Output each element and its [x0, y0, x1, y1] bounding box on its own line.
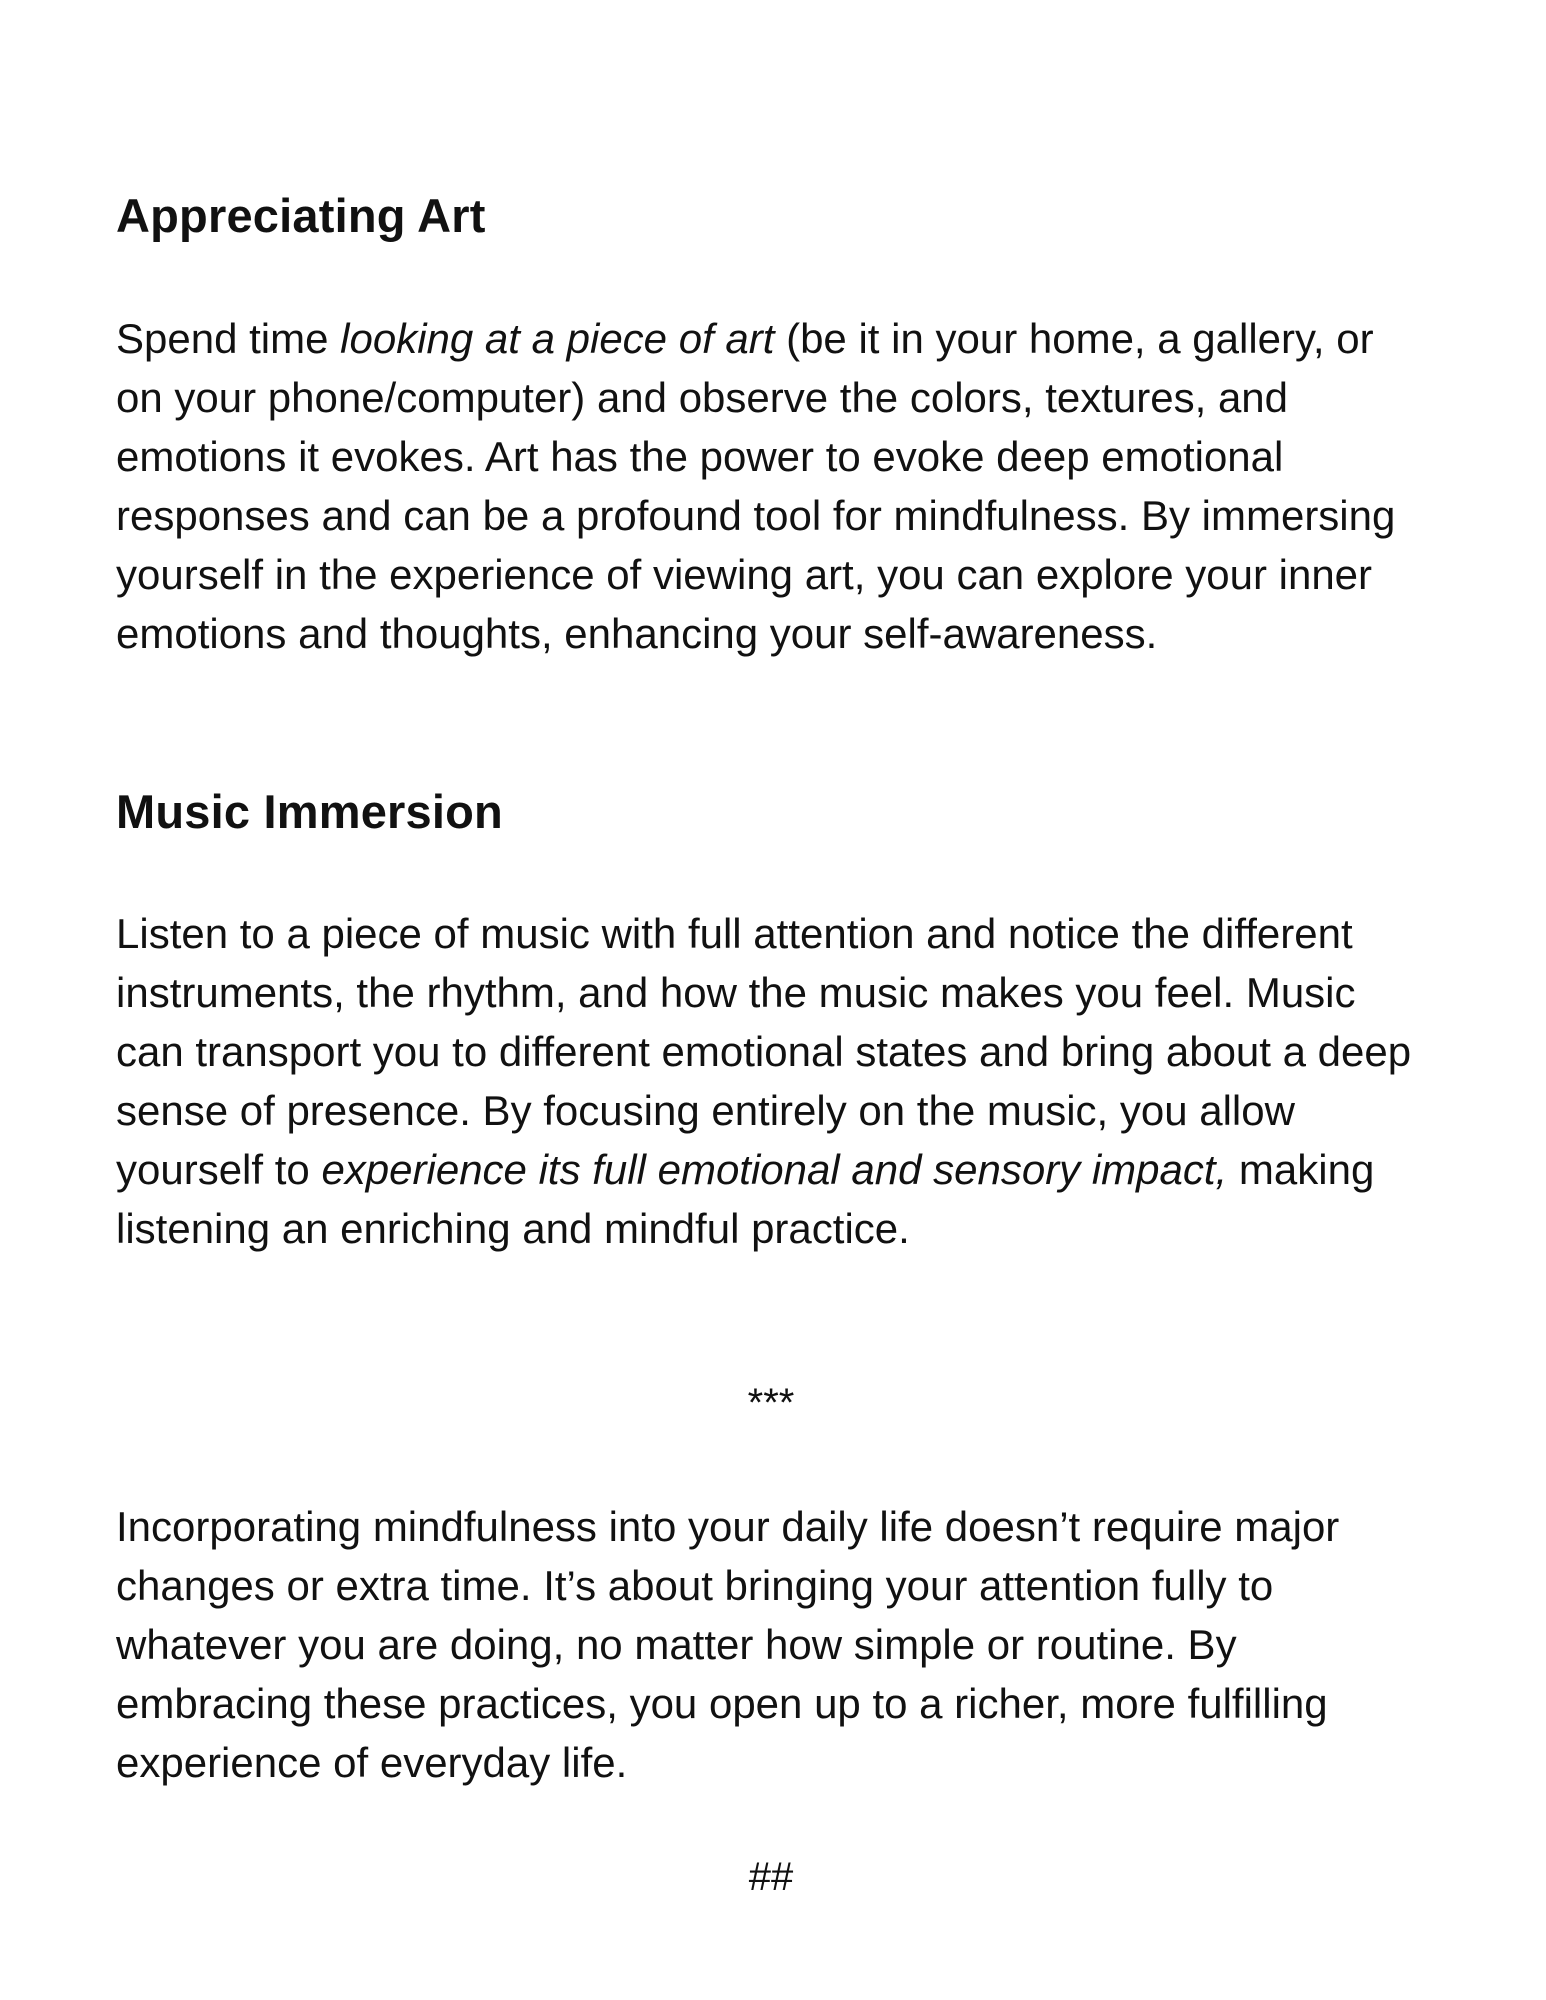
section-heading-music-immersion: Music Immersion: [116, 785, 503, 838]
paragraph-text: making listening an enriching and mindful practice.: [116, 1146, 1375, 1252]
section-divider: ***: [747, 1381, 795, 1425]
section-paragraph-music-immersion: [116, 904, 1426, 1258]
section-heading-appreciating-art: Appreciating Art: [116, 189, 486, 242]
paragraph-text: (be it in your home, a gallery, or on your phone/computer) and observe the colors, textures, and emotions it evokes. Art has the power to evoke deep emotional responses and can be a profound tool for mindfulness. By immersing yourself in the experience of viewing art, you can explore your inner emotions and thoughts, enhancing your self-awareness.: [116, 315, 1396, 657]
paragraph-text: Listen to a piece of music with full attention and notice the different instruments, the rhythm, and how the music makes you feel. Music can transport you to different emotional states and bring about a deep sense of presence. By focusing entirely on the music, you allow yourself to: [116, 910, 1412, 1193]
end-mark: ##: [748, 1855, 794, 1899]
paragraph-italic-text: looking at a piece of art: [340, 315, 775, 362]
paragraph-text: Spend time: [116, 315, 341, 362]
section-paragraph-appreciating-art: [116, 309, 1426, 663]
closing-paragraph: Incorporating mindfulness into your daily life doesn’t require major changes or extra time. It’s about bringing your attention fully to whatever you are doing, no matter how simple or routine. By embracing these practices, you open up to a richer, more fulfilling experience of everyday life.: [116, 1503, 1340, 1786]
paragraph-italic-text: experience its full emotional and sensory impact,: [321, 1146, 1228, 1193]
document-page: [116, 0, 1436, 2000]
